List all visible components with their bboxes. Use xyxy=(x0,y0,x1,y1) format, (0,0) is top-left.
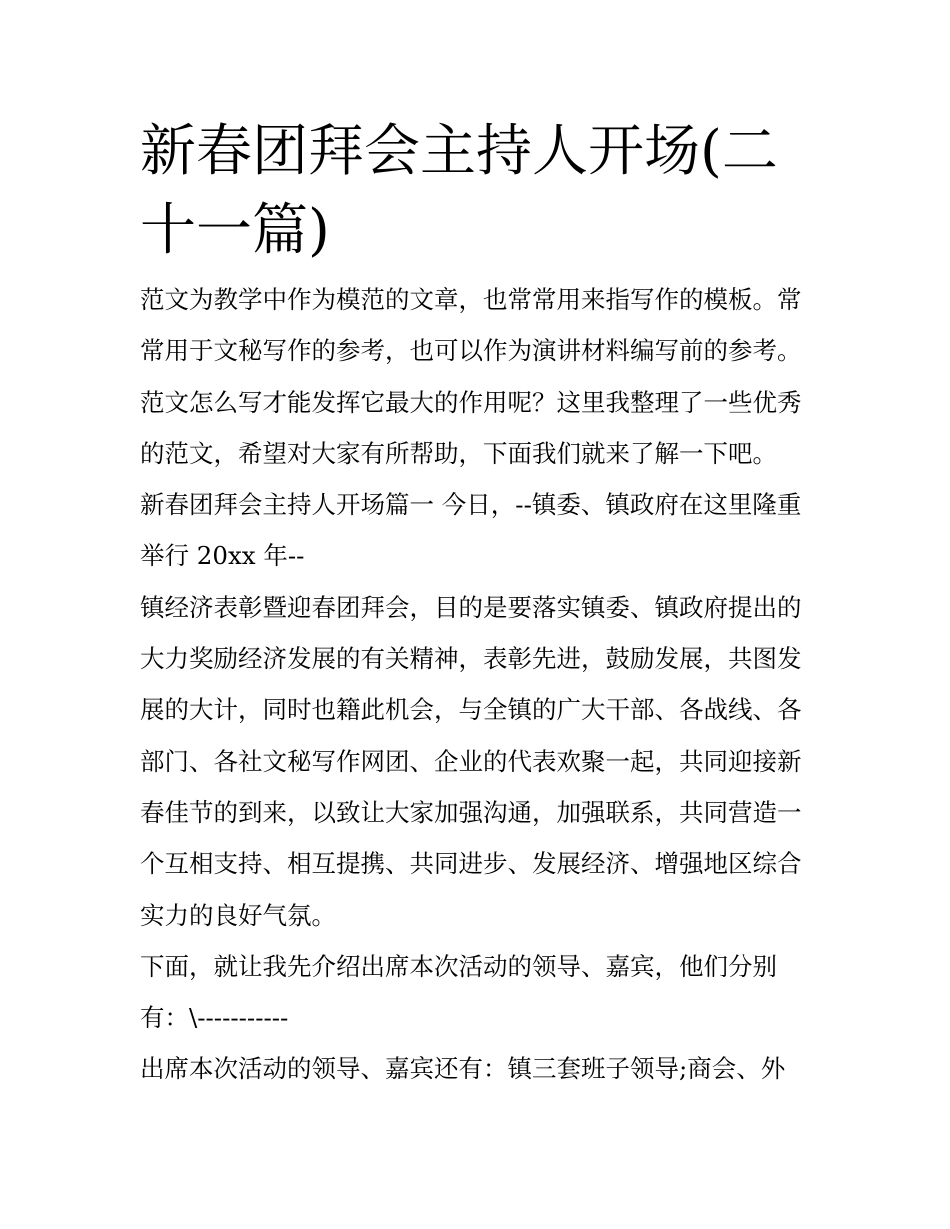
document-title: 新春团拜会主持人开场(二十一篇) xyxy=(140,119,778,263)
paragraph-opening: 新春团拜会主持人开场篇一 今日，--镇委、镇政府在这里隆重举行 20xx 年-- xyxy=(140,490,802,571)
paragraph-purpose: 镇经济表彰暨迎春团拜会，目的是要落实镇委、镇政府提出的大力奖励经济发展的有关精神，表彰先进，鼓励发展，共图发展的大计，同时也籍此机会，与全镇的广大干部、各战线、各部门、各社文秘写作网团、企业的代表欢聚一起，共同迎接新春佳节的到来，以致让大家加强沟通，加强联系，共同营造一个互相支持、相互提携、共同进步、发展经济、增强地区综合实力的良好气氛。 xyxy=(140,592,802,930)
document-body xyxy=(140,274,818,1095)
paragraph-introduce-guests: 下面，就让我先介绍出席本次活动的领导、嘉宾，他们分别有：\----------- xyxy=(140,951,777,1033)
paragraph-attendees: 出席本次活动的领导、嘉宾还有：镇三套班子领导;商会、外 xyxy=(140,1054,786,1084)
paragraph-intro: 范文为教学中作为模范的文章，也常常用来指写作的模板。常常用于文秘写作的参考，也可以作为演讲材料编写前的参考。范文怎么写才能发挥它最大的作用呢？这里我整理了一些优秀的范文，希望对大家有所帮助，下面我们就来了解一下吧。 xyxy=(140,285,802,468)
